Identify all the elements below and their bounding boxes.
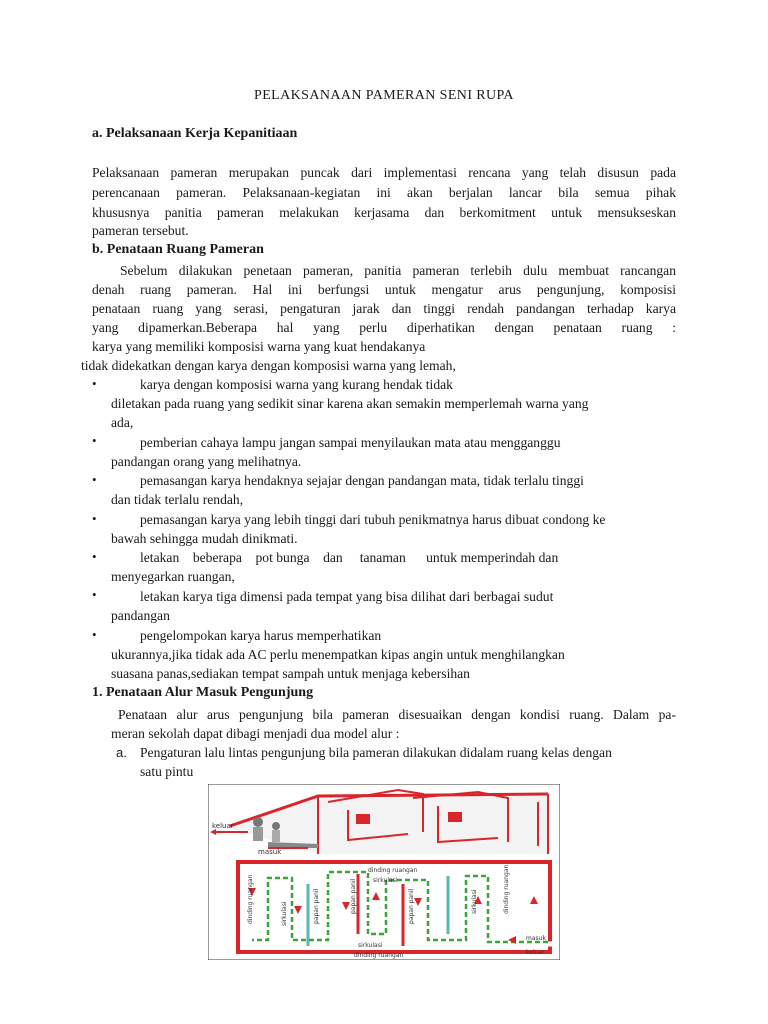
bullet-text: ada,	[111, 415, 134, 430]
label-masuk-bottom: masuk	[526, 935, 546, 942]
bullet-text: pengelompokan karya harus memperhatikan	[140, 628, 382, 643]
label-panel-2: papan panil	[350, 878, 357, 914]
bullet-text: menyegarkan ruangan,	[111, 569, 235, 584]
bullet-text: pandangan	[111, 608, 170, 623]
bullet-text: letakan beberapa pot bunga dan tanaman untuk memperindah dan	[140, 550, 559, 565]
paragraph-line: penataan ruang yang serasi, pengaturan jarak dan tinggi rendah pandangan terhadap karya	[92, 301, 676, 316]
label-sirkulasi-top: sirkulasi	[373, 877, 398, 884]
bullet-text: pemasangan karya yang lebih tinggi dari tubuh penikmatnya harus dibuat condong ke	[140, 512, 606, 527]
list-marker: a.	[116, 745, 127, 760]
bullet-text: suasana panas,sediakan tempat sampah untuk menjaga kebersihan	[111, 666, 470, 681]
list-item-text: Pengaturan lalu lintas pengunjung bila pameran dilakukan didalam ruang kelas dengan	[140, 745, 612, 760]
paragraph-line: tidak didekatkan dengan karya dengan komposisi warna yang lemah,	[81, 358, 456, 373]
paragraph-line: karya yang memiliki komposisi warna yang kuat hendakanya	[92, 339, 426, 354]
label-dinding-right: dinding ruangan	[503, 864, 510, 914]
paragraph-line: Penataan alur arus pengunjung bila pameran disesuaikan dengan kondisi ruang. Dalam pa-	[118, 707, 676, 722]
paragraph-line: denah ruang pameran. Hal ini berfungsi untuk mengatur arus pengunjung, komposisi	[92, 282, 676, 297]
label-dinding-top: dinding ruangan	[368, 867, 418, 874]
bullet-marker: •	[92, 587, 97, 602]
paragraph-line: yang dipamerkan.Beberapa hal yang perlu diperhatikan dengan penataan ruang :	[92, 320, 676, 335]
bullet-marker: •	[92, 472, 97, 487]
bullet-text: dan tidak terlalu rendah,	[111, 492, 244, 507]
label-sirkulasi-right: sirkulasi	[471, 889, 478, 914]
section-b-heading: b. Penataan Ruang Pameran	[92, 242, 264, 257]
bullet-text: letakan karya tiga dimensi pada tempat yang bisa dilihat dari berbagai sudut	[140, 589, 554, 604]
paragraph-line: perencanaan pameran. Pelaksanaan-kegiatan ini akan berjalan lancar bila semua pihak	[92, 185, 676, 200]
section-a-heading: a. Pelaksanaan Kerja Kepanitiaan	[92, 126, 298, 141]
paragraph-line: Sebelum dilakukan penetaan pameran, panitia pameran terlebih dulu membuat rancangan	[120, 263, 676, 278]
bullet-text: pandangan orang yang melihatnya.	[111, 454, 302, 469]
bullet-text: diletakan pada ruang yang sedikit sinar karena akan semakin memperlemah warna yang	[111, 396, 589, 411]
bullet-marker: •	[92, 376, 97, 391]
bullet-marker: •	[92, 511, 97, 526]
label-dinding-left: dinding ruangan	[247, 874, 254, 924]
paragraph-line: pameran tersebut.	[92, 223, 189, 238]
bullet-marker: •	[92, 433, 97, 448]
bullet-text: karya dengan komposisi warna yang kurang hendak tidak	[140, 377, 453, 392]
label-keluar: keluar	[212, 822, 234, 830]
label-keluar-bottom: keluar	[526, 949, 545, 956]
label-panel-3: papan panil	[408, 888, 415, 924]
label-panel-1: papan panil	[313, 888, 320, 924]
bullet-marker: •	[92, 549, 97, 564]
label-sirkulasi-bottom: sirkulasi	[358, 942, 383, 949]
paragraph-line: khususnya panitia pameran melakukan kerjasama dan berkomitment untuk mensukseskan	[92, 205, 676, 220]
list-item-text: satu pintu	[140, 764, 194, 779]
label-dinding-bottom: dinding ruangan	[354, 952, 404, 959]
label-sirkulasi-left: sirkulasi	[281, 901, 288, 926]
bullet-text: pemasangan karya hendaknya sejajar dengan pandangan mata, tidak terlalu tinggi	[140, 473, 584, 488]
label-masuk: masuk	[258, 848, 282, 856]
page-title: PELAKSANAAN PAMERAN SENI RUPA	[254, 88, 514, 103]
bullet-text: pemberian cahaya lampu jangan sampai menyilaukan mata atau mengganggu	[140, 435, 561, 450]
paragraph-line: Pelaksanaan pameran merupakan puncak dari implementasi rencana yang telah disusun pada	[92, 165, 676, 180]
bullet-marker: •	[92, 627, 97, 642]
bullet-text: bawah sehingga mudah dinikmati.	[111, 531, 298, 546]
section-1-heading: 1. Penataan Alur Masuk Pengunjung	[92, 685, 314, 700]
exhibition-flow-diagram	[208, 784, 560, 960]
paragraph-line: meran sekolah dapat dibagi menjadi dua model alur :	[111, 726, 400, 741]
bullet-text: ukurannya,jika tidak ada AC perlu menempatkan kipas angin untuk menghilangkan	[111, 647, 565, 662]
